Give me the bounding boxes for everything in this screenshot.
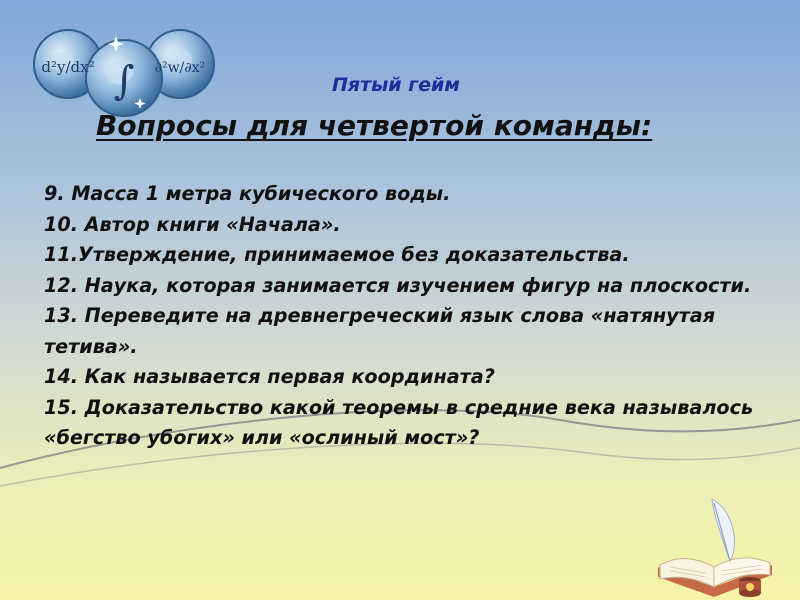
game-subtitle: Пятый гейм: [332, 74, 460, 96]
question-item: 15. Доказательство какой теоремы в средние века называлось «бегство убогих» или «ослиный мост»?: [44, 395, 754, 449]
globe-center-formula: ∫: [113, 58, 135, 104]
globe-right-formula: ∂²w/∂x²: [154, 60, 206, 76]
open-book-quill-icon: [650, 495, 780, 600]
question-item: 14. Как называется первая координата?: [44, 365, 495, 388]
globe-left-formula: d²y/dx²: [41, 58, 95, 76]
question-list: [44, 179, 774, 454]
question-item: 12. Наука, которая занимается изучением фигур на плоскости.: [44, 273, 752, 297]
question-item: 9. Масса 1 метра кубического воды.: [44, 182, 451, 205]
question-item: 10. Автор книги «Начала».: [44, 212, 341, 236]
question-item: 11.Утверждение, принимаемое без доказательства.: [44, 243, 630, 266]
globes-logo-icon: [28, 22, 228, 122]
question-item: 13. Переведите на древнегреческий язык слова «натянутая тетива».: [44, 304, 716, 358]
slide-title: Вопросы для четвертой команды:: [96, 109, 653, 142]
